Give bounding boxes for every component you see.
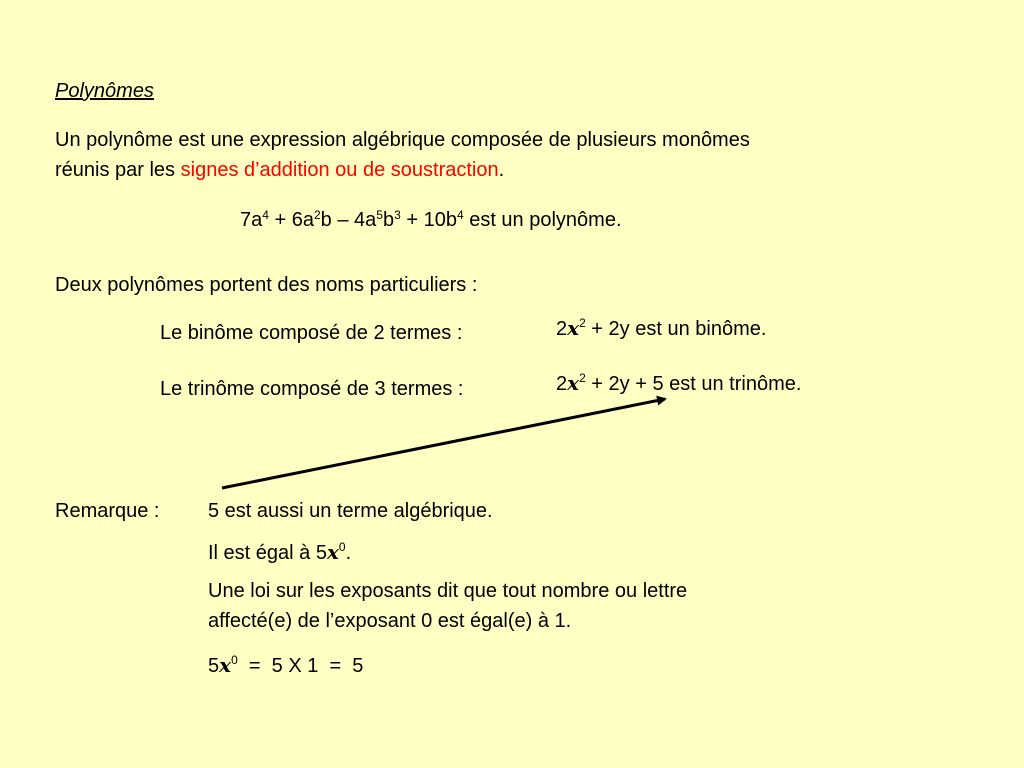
trinome-rest: + 2y + 5 est un trinôme. — [585, 373, 802, 395]
remark-line2-prefix: Il est égal à 5 — [208, 542, 327, 564]
remark-line-3: Une loi sur les exposants dit que tout nombre ou lettre — [208, 580, 688, 602]
remark-line2-var: x — [326, 540, 339, 564]
page-title: Polynômes — [55, 80, 154, 102]
binome-coef: 2 — [556, 318, 568, 340]
trinome-var: x — [567, 371, 580, 395]
remark-line2-suffix: . — [345, 542, 352, 564]
remark-line-4: affecté(e) de l’exposant 0 est égal(e) à 1. — [208, 610, 572, 632]
example-term: b – 4a — [320, 209, 377, 231]
remark-line-2 — [208, 537, 351, 568]
example-term: 7a — [240, 209, 263, 231]
example-term: b — [382, 209, 395, 231]
equation-coef: 5 — [208, 655, 220, 677]
example-term: + 6a — [268, 209, 314, 231]
definition-highlight: signes d’addition ou de soustraction — [180, 159, 499, 181]
remark-line2-exp: 0 — [338, 540, 346, 554]
binome-label: Le binôme composé de 2 termes : — [160, 322, 463, 344]
example-exponent: 4 — [456, 208, 464, 222]
remark-equation — [208, 650, 363, 681]
binome-rest: + 2y est un binôme. — [585, 318, 767, 340]
particular-names-text: Deux polynômes portent des noms particuliers : — [55, 274, 478, 296]
trinome-exp: 2 — [579, 371, 586, 385]
example-exponent: 4 — [262, 208, 269, 222]
example-term: + 10b — [400, 209, 457, 231]
trinome-label: Le trinôme composé de 3 termes : — [160, 378, 464, 400]
example-text: est un polynôme. — [463, 209, 622, 231]
example-exponent: 2 — [313, 208, 321, 222]
equation-exp: 0 — [231, 653, 238, 667]
example-exponent: 3 — [394, 208, 401, 222]
binome-exp: 2 — [579, 316, 586, 330]
equation-var: x — [219, 653, 232, 677]
definition-prefix: réunis par les — [55, 159, 181, 181]
remark-line-1: 5 est aussi un terme algébrique. — [208, 500, 493, 522]
equation-rest: = 5 X 1 = 5 — [237, 655, 364, 677]
definition-line-1: Un polynôme est une expression algébrique composée de plusieurs monômes — [55, 129, 750, 151]
example-exponent: 5 — [376, 208, 383, 222]
trinome-coef: 2 — [556, 373, 568, 395]
binome-var: x — [567, 316, 580, 340]
definition-suffix: . — [498, 159, 505, 181]
remark-label: Remarque : — [55, 500, 160, 522]
